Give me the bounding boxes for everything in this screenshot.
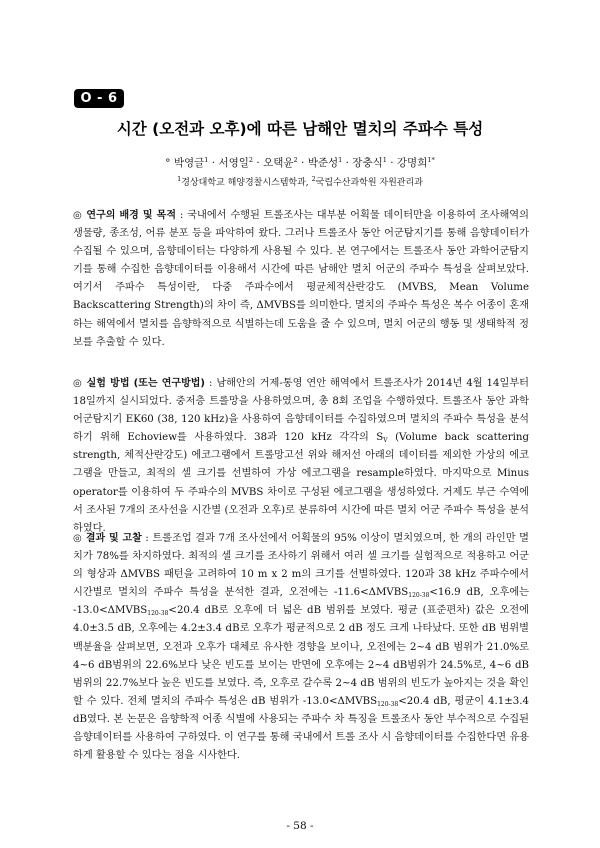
author-separator: · (256, 157, 260, 169)
section-body: <20.4 dB로 오후에 더 넓은 dB 범위를 보였다. 평균 (표준편차) 값은 오전에 4.0±3.5 dB, 오후에는 4.2±3.4 dB로 오후가 평균적으로 2 dB 정도 크게 나타났다. 또한 dB 범위별 백분율을 살펴보면, 오전과 오후가 대체로 유사한 경향을 보이나, 오전에는 2~4 dB 범위가 21.0%로 4~6 dB범위의 22.6%보다 낮은 빈도를 보이는 반면에 오후에는 2~4 dB범위가 24.5%로, 4~6 dB 범위의 22.7%보다 높은 빈도를 보였다. 즉, 오후로 갈수록 2~4 dB 범위의 빈도가 높아지는 것을 확인할 수 있다. 전체 멸치의 주파수 특성은 dB 범위가 -13.0<ΔMVBS (73, 605, 529, 707)
author-affil-mark: 1 (204, 156, 209, 164)
section-body: : 국내에서 수행된 트롤조사는 대부분 어획물 데이터만을 이용하여 조사해역의 생물량, 종조성, 어류 분포 등을 파악하여 왔다. 그러나 트롤조사 동안 어군탐지기를 통해 음향데이터가 수집될 수 있으며, 음향데이터는 다양하게 사용될 수 있다. 본 연구에서는 트롤조사 동안 과학어군탐지기를 통해 수집한 음향데이터를 이용해서 시간에 따른 남해안 멸치 어군의 주파수 특성을 살펴보았다. 여기서 주파수 특성이란, 다중 주파수에서 평균체적산란강도 (MVBS, Mean Volume Backscattering Strength)의 차이 즉, ΔMVBS를 의미한다. 멸치의 주파수 특성은 복수 어종이 혼재하는 해역에서 멸치를 음향학적으로 식별하는데 도움을 줄 수 있으며, 멸치 어군의 행동 및 생태학적 정보를 추출할 수 있다. (73, 210, 529, 348)
subscript: 120-38 (408, 592, 430, 600)
affil-mark: 1 (177, 175, 182, 183)
author-affil-mark: 2 (248, 156, 254, 164)
section-body: : 트롤조업 결과 7개 조사선에서 어획물의 95% 이상이 멸치였으며, 한 개의 라인만 멸치가 78%를 차지하였다. 최적의 셀 크기를 조사하기 위해서 여러 셀 크기를 실험적으로 적용하고 어군의 형상과 ΔMVBS 패턴을 고려하여 10 m x 2 m의 크기를 선별하였다. 120과 38 kHz 주파수에서 시간별로 멸치의 주파수 특성을 분석한 결과, 오전에는 -11.6<ΔMVBS (73, 533, 529, 599)
author-name: 오택윤 (263, 157, 294, 169)
author-separator: · (345, 157, 349, 169)
subscript: V (383, 437, 388, 445)
background-section (73, 207, 529, 352)
page-number: - 58 - (286, 820, 314, 832)
affil-mark: 2 (311, 175, 316, 183)
author-name: 서영일 (218, 157, 249, 169)
author-list (0, 155, 600, 170)
session-code-badge: O - 6 (74, 89, 124, 108)
author-name: 박영글 (173, 157, 205, 169)
author-affil-mark: 1* (427, 156, 435, 164)
presenter-mark: ° (165, 157, 171, 169)
section-body: (Volume back scattering strength, 체적산란강도) 에코그램에서 트롤망고선 위와 해저선 아래의 데이터를 제외한 가상의 에코그램을 만들고, 최적의 셀 크기를 선별하여 가상 에코그램을 resample하였다. 마지막으로 Minus operator를 이용하여 두 주파수의 MVBS 차이로 구성된 에코그램을 생성하였다. 거제도 부근 수역에서 조사된 7개의 조사선을 시간별 (오전과 오후)로 분류하여 시간에 따른 멸치 어군 주파수 특성을 분석하였다. (73, 432, 529, 534)
author-separator: · (301, 157, 305, 169)
affiliations (0, 175, 600, 188)
subscript: 120-38 (147, 610, 169, 618)
section-heading: ◎ 실험 방법 (또는 연구방법) (73, 378, 205, 389)
methods-section (73, 375, 529, 538)
author-affil-mark: 1 (338, 156, 343, 164)
section-body: <16.9 dB, 오후에는 -13.0<ΔMVBS (73, 587, 530, 617)
section-heading: ◎ 결과 및 고찰 (73, 533, 142, 544)
author-separator: · (211, 157, 216, 169)
author-affil-mark: 2 (293, 156, 298, 164)
section-heading: ◎ 연구의 배경 및 목적 (73, 210, 176, 221)
results-section (73, 530, 529, 765)
author-name: 박준성 (307, 157, 339, 169)
author-affil-mark: 1 (382, 156, 387, 164)
affiliation-text: 국립수산과학원 자원관리과 (315, 178, 423, 188)
affiliation-text: 경상대학교 해양경찰시스템학과, (181, 178, 309, 188)
section-body: <20.4 dB, 평균이 4.1±3.4 dB였다. 본 논문은 음향학적 어종 식별에 사용되는 주파수 차 특징을 트롤조사 동안 부수적으로 수집된 음향데이터를 사용하여 구하였다. 이 연구를 통해 국내에서 트롤 조사 시 음향데이터를 수집한다면 유용하게 활용할 수 있다는 점을 시사한다. (73, 695, 529, 762)
author-name: 장충식 (352, 157, 383, 169)
author-separator: · (390, 157, 394, 169)
section-body: : 남해안의 거제-통영 연안 해역에서 트롤조사가 2014년 4월 14일부터 18일까지 실시되었다. 중저층 트롤망을 사용하였으며, 총 8회 조업을 수행하였다. 트롤조사 동안 과학어군탐지기 EK60 (38, 120 kHz)을 사용하여 음향데이터를 수집하였으며 멸치의 주파수 특성을 분석하기 위해 Echoview를 사용하였다. 38과 120 kHz 각각의 S (73, 378, 529, 444)
author-name: 강명희 (396, 157, 428, 169)
paper-title: 시간 (오전과 오후)에 따른 남해안 멸치의 주파수 특성 (116, 120, 484, 138)
subscript: 120-38 (377, 700, 399, 708)
